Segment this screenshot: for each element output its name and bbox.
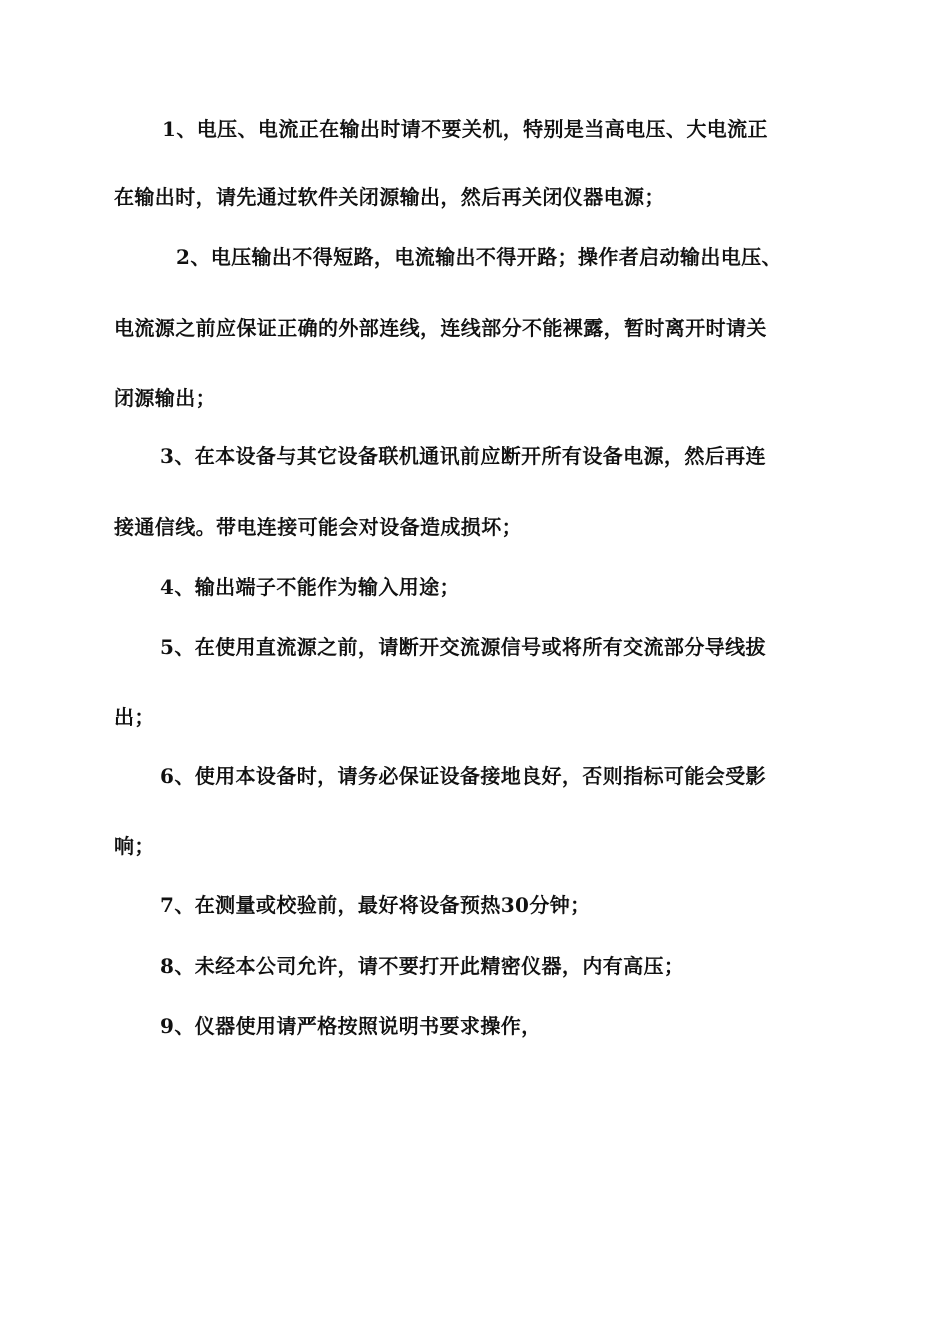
text-line-15: 9、仪器使用请严格按照说明书要求操作， [160,1014,542,1038]
text-line-13: 7、在测量或校验前，最好将设备预热30分钟； [160,893,591,917]
text-line-3: 2、电压输出不得短路，电流输出不得开路；操作者启动输出电压、 [176,245,782,269]
text-line-5: 闭源输出； [114,386,216,410]
text-line-2: 在输出时，请先通过软件关闭源输出，然后再关闭仪器电源； [114,185,665,209]
text-line-6: 3、在本设备与其它设备联机通讯前应断开所有设备电源，然后再连 [160,444,766,468]
text-line-14: 8、未经本公司允许，请不要打开此精密仪器，内有高压； [160,954,685,978]
text-line-7: 接通信线。带电连接可能会对设备造成损坏； [114,515,522,539]
text-line-12: 响； [114,834,155,858]
text-line-11: 6、使用本设备时，请务必保证设备接地良好，否则指标可能会受影 [160,764,766,788]
text-line-4: 电流源之前应保证正确的外部连线，连线部分不能裸露，暂时离开时请关 [114,316,767,340]
text-line-1: 1、电压、电流正在输出时请不要关机，特别是当高电压、大电流正 [162,117,768,141]
text-line-9: 5、在使用直流源之前，请断开交流源信号或将所有交流部分导线拔 [160,635,766,659]
text-line-10: 出； [114,705,155,729]
text-line-8: 4、输出端子不能作为输入用途； [160,575,460,599]
